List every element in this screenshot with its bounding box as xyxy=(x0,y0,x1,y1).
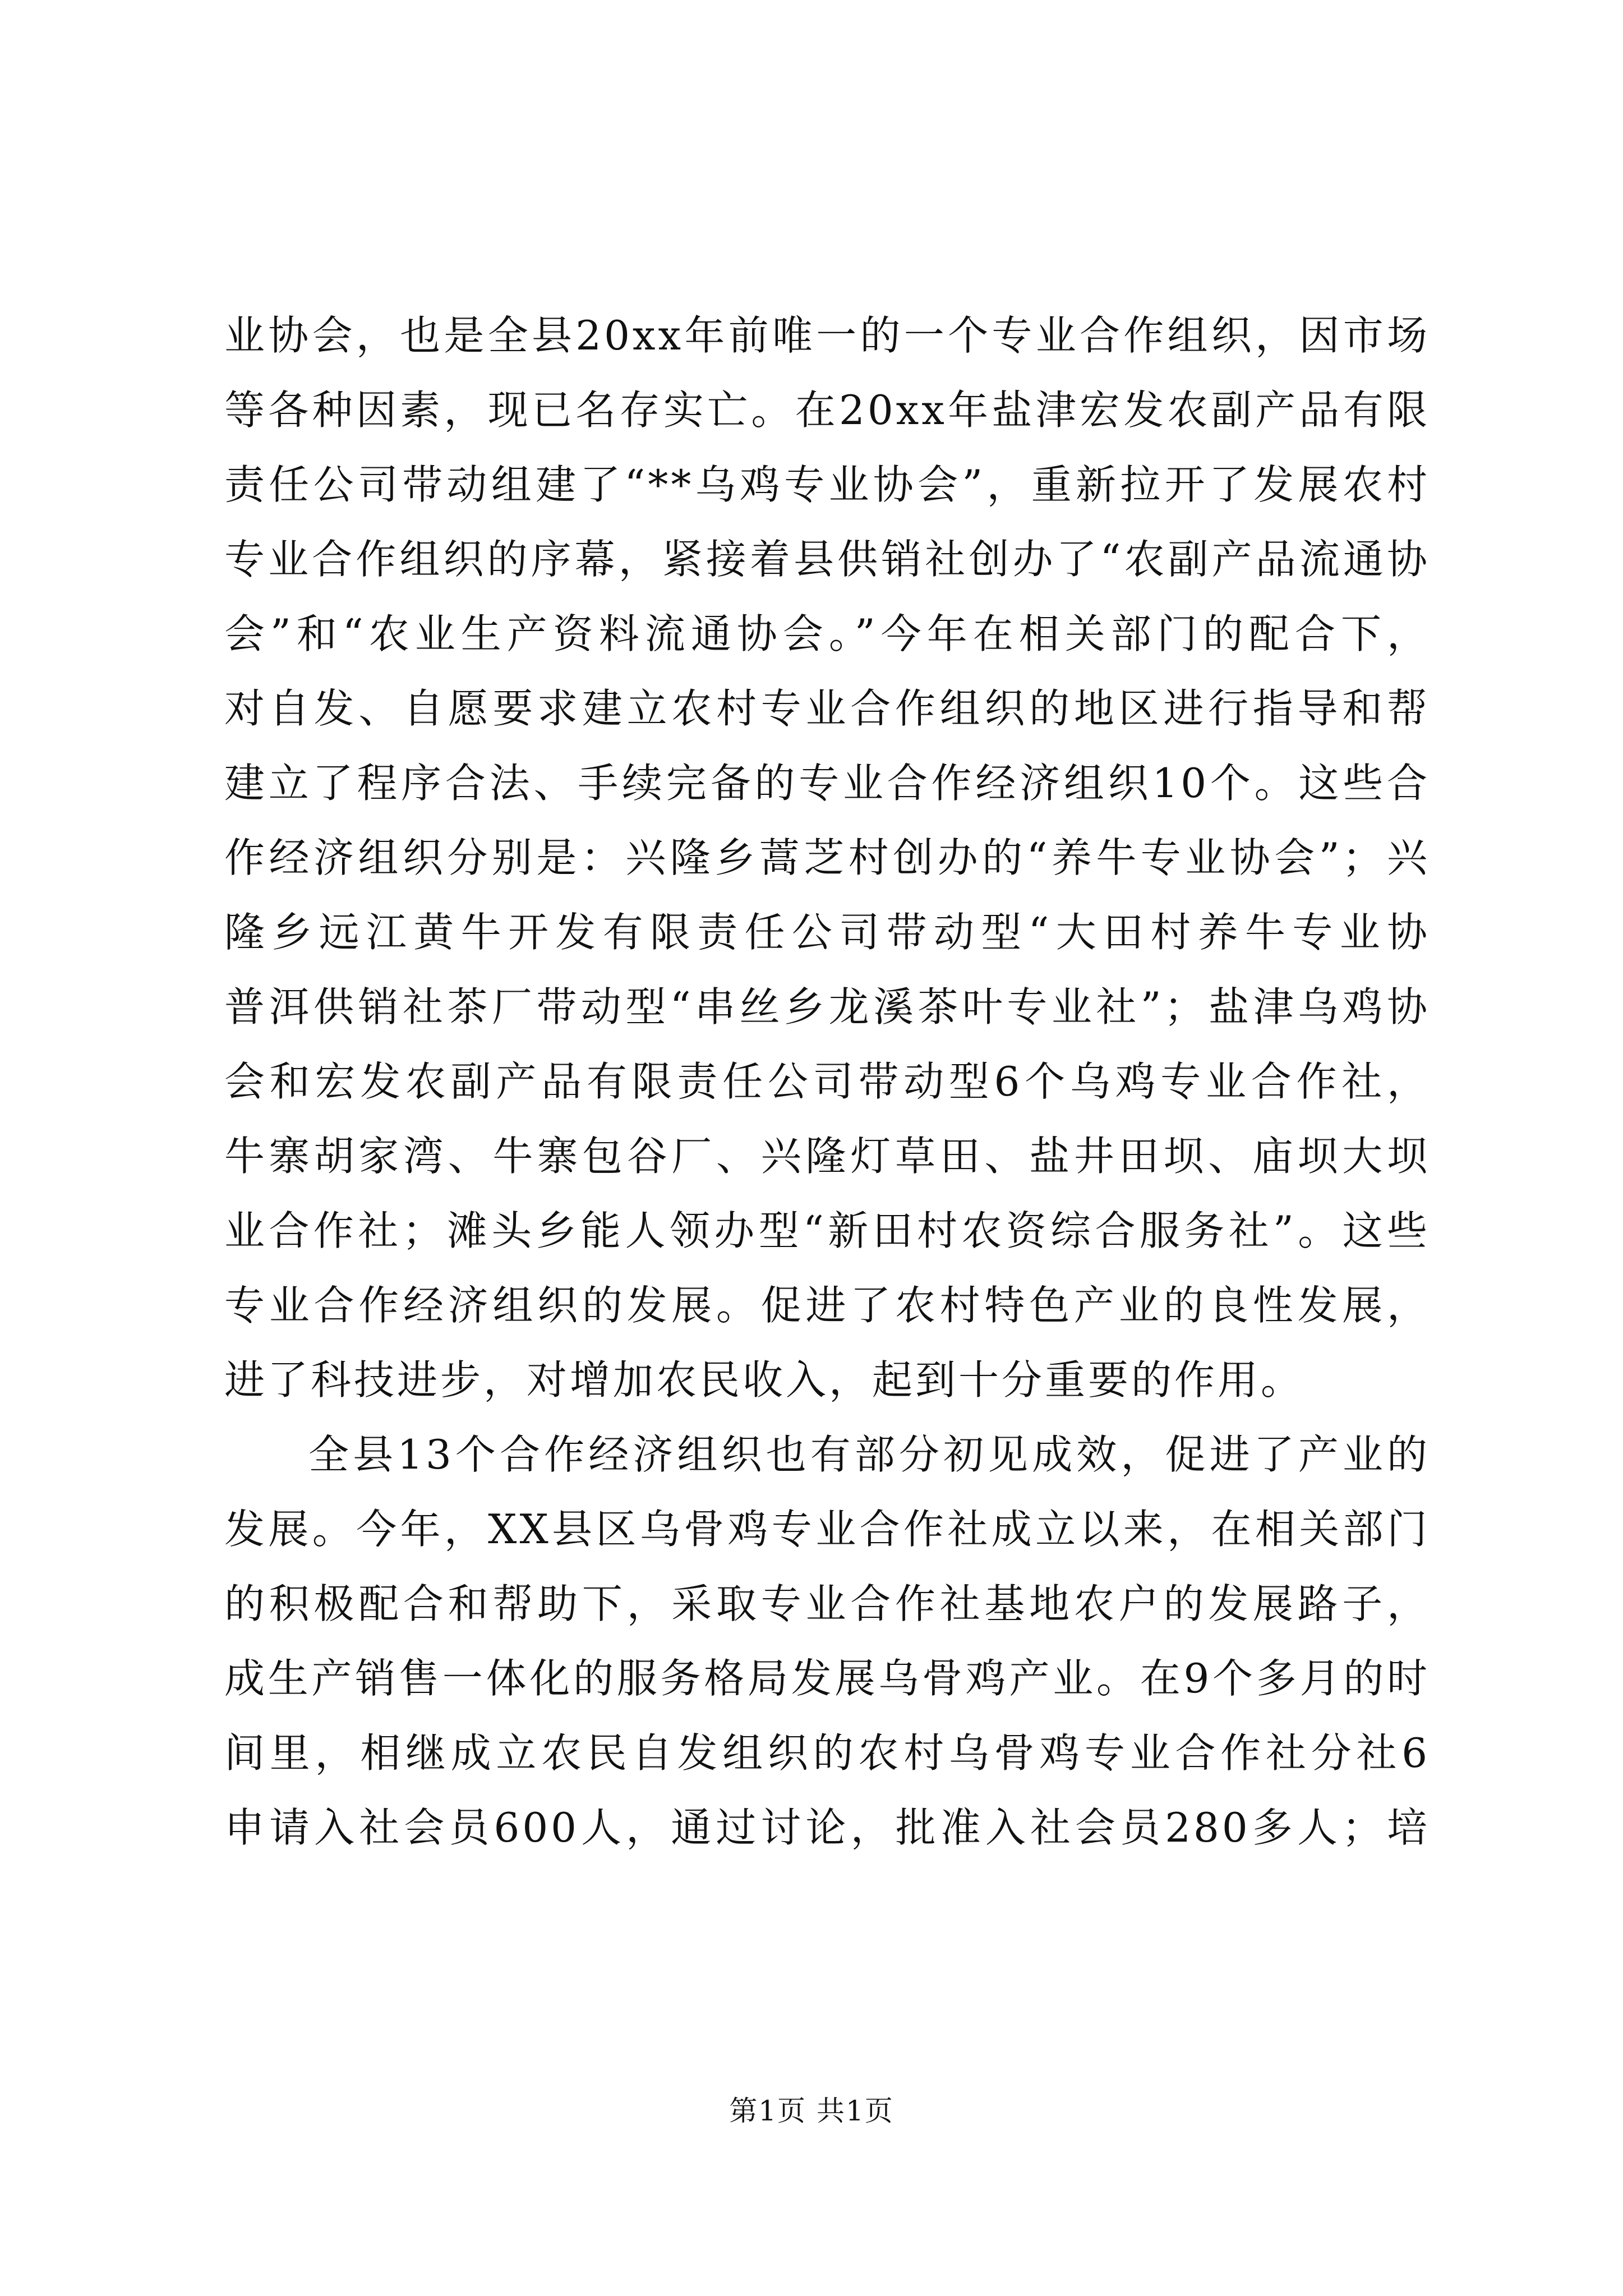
text-line: 业协会，也是全县20xx年前唯一的一个专业合作组织，因市场 xyxy=(224,312,1430,359)
text-line: 等各种因素，现已名存实亡。在20xx年盐津宏发农副产品有限 xyxy=(224,386,1430,434)
document-body xyxy=(224,298,1430,1865)
text-line: 全县13个合作经济组织也有部分初见成效，促进了产业的 xyxy=(308,1431,1430,1478)
text-line: 对自发、自愿要求建立农村专业合作组织的地区进行指导和帮 xyxy=(224,685,1430,732)
text-line: 申请入社会员600人，通过讨论，批准入社会员280多人；培 xyxy=(224,1804,1430,1851)
text-line: 进了科技进步，对增加农民收入，起到十分重要的作用。 xyxy=(224,1356,1304,1404)
text-line: 的积极配合和帮助下，采取专业合作社基地农户的发展路子， xyxy=(224,1580,1430,1627)
text-line: 责任公司带动组建了“**乌鸡专业协会”，重新拉开了发展农村 xyxy=(224,461,1430,508)
text-line: 专业合作组织的序幕，紧接着县供销社创办了“农副产品流通协 xyxy=(224,536,1430,583)
text-line: 专业合作经济组织的发展。促进了农村特色产业的良性发展， xyxy=(224,1282,1430,1329)
text-line: 成生产销售一体化的服务格局发展乌骨鸡产业。在9个多月的时 xyxy=(224,1655,1430,1702)
text-line: 隆乡远江黄牛开发有限责任公司带动型“大田村养牛专业协 xyxy=(224,909,1430,956)
text-line: 普洱供销社茶厂带动型“串丝乡龙溪茶叶专业社”；盐津乌鸡协 xyxy=(224,983,1430,1030)
text-line: 业合作社；滩头乡能人领办型“新田村农资综合服务社”。这些 xyxy=(224,1207,1430,1254)
text-line: 发展。今年，XX县区乌骨鸡专业合作社成立以来，在相关部门 xyxy=(224,1506,1430,1553)
paragraph-2 xyxy=(224,1418,1430,1865)
text-line: 会”和“农业生产资料流通协会。”今年在相关部门的配合下， xyxy=(224,610,1430,657)
page-number-footer: 第1页 共1页 xyxy=(729,2095,894,2127)
text-line: 牛寨胡家湾、牛寨包谷厂、兴隆灯草田、盐井田坝、庙坝大坝 xyxy=(224,1133,1430,1180)
text-line: 会和宏发农副产品有限责任公司带动型6个乌鸡专业合作社， xyxy=(224,1058,1430,1105)
text-line: 间里，相继成立农民自发组织的农村乌骨鸡专业合作社分社6 xyxy=(224,1729,1430,1777)
paragraph-1 xyxy=(224,298,1430,1418)
text-line: 建立了程序合法、手续完备的专业合作经济组织10个。这些合 xyxy=(224,760,1430,807)
text-line: 作经济组织分别是：兴隆乡蒿芝村创办的“养牛专业协会”；兴 xyxy=(224,834,1430,881)
